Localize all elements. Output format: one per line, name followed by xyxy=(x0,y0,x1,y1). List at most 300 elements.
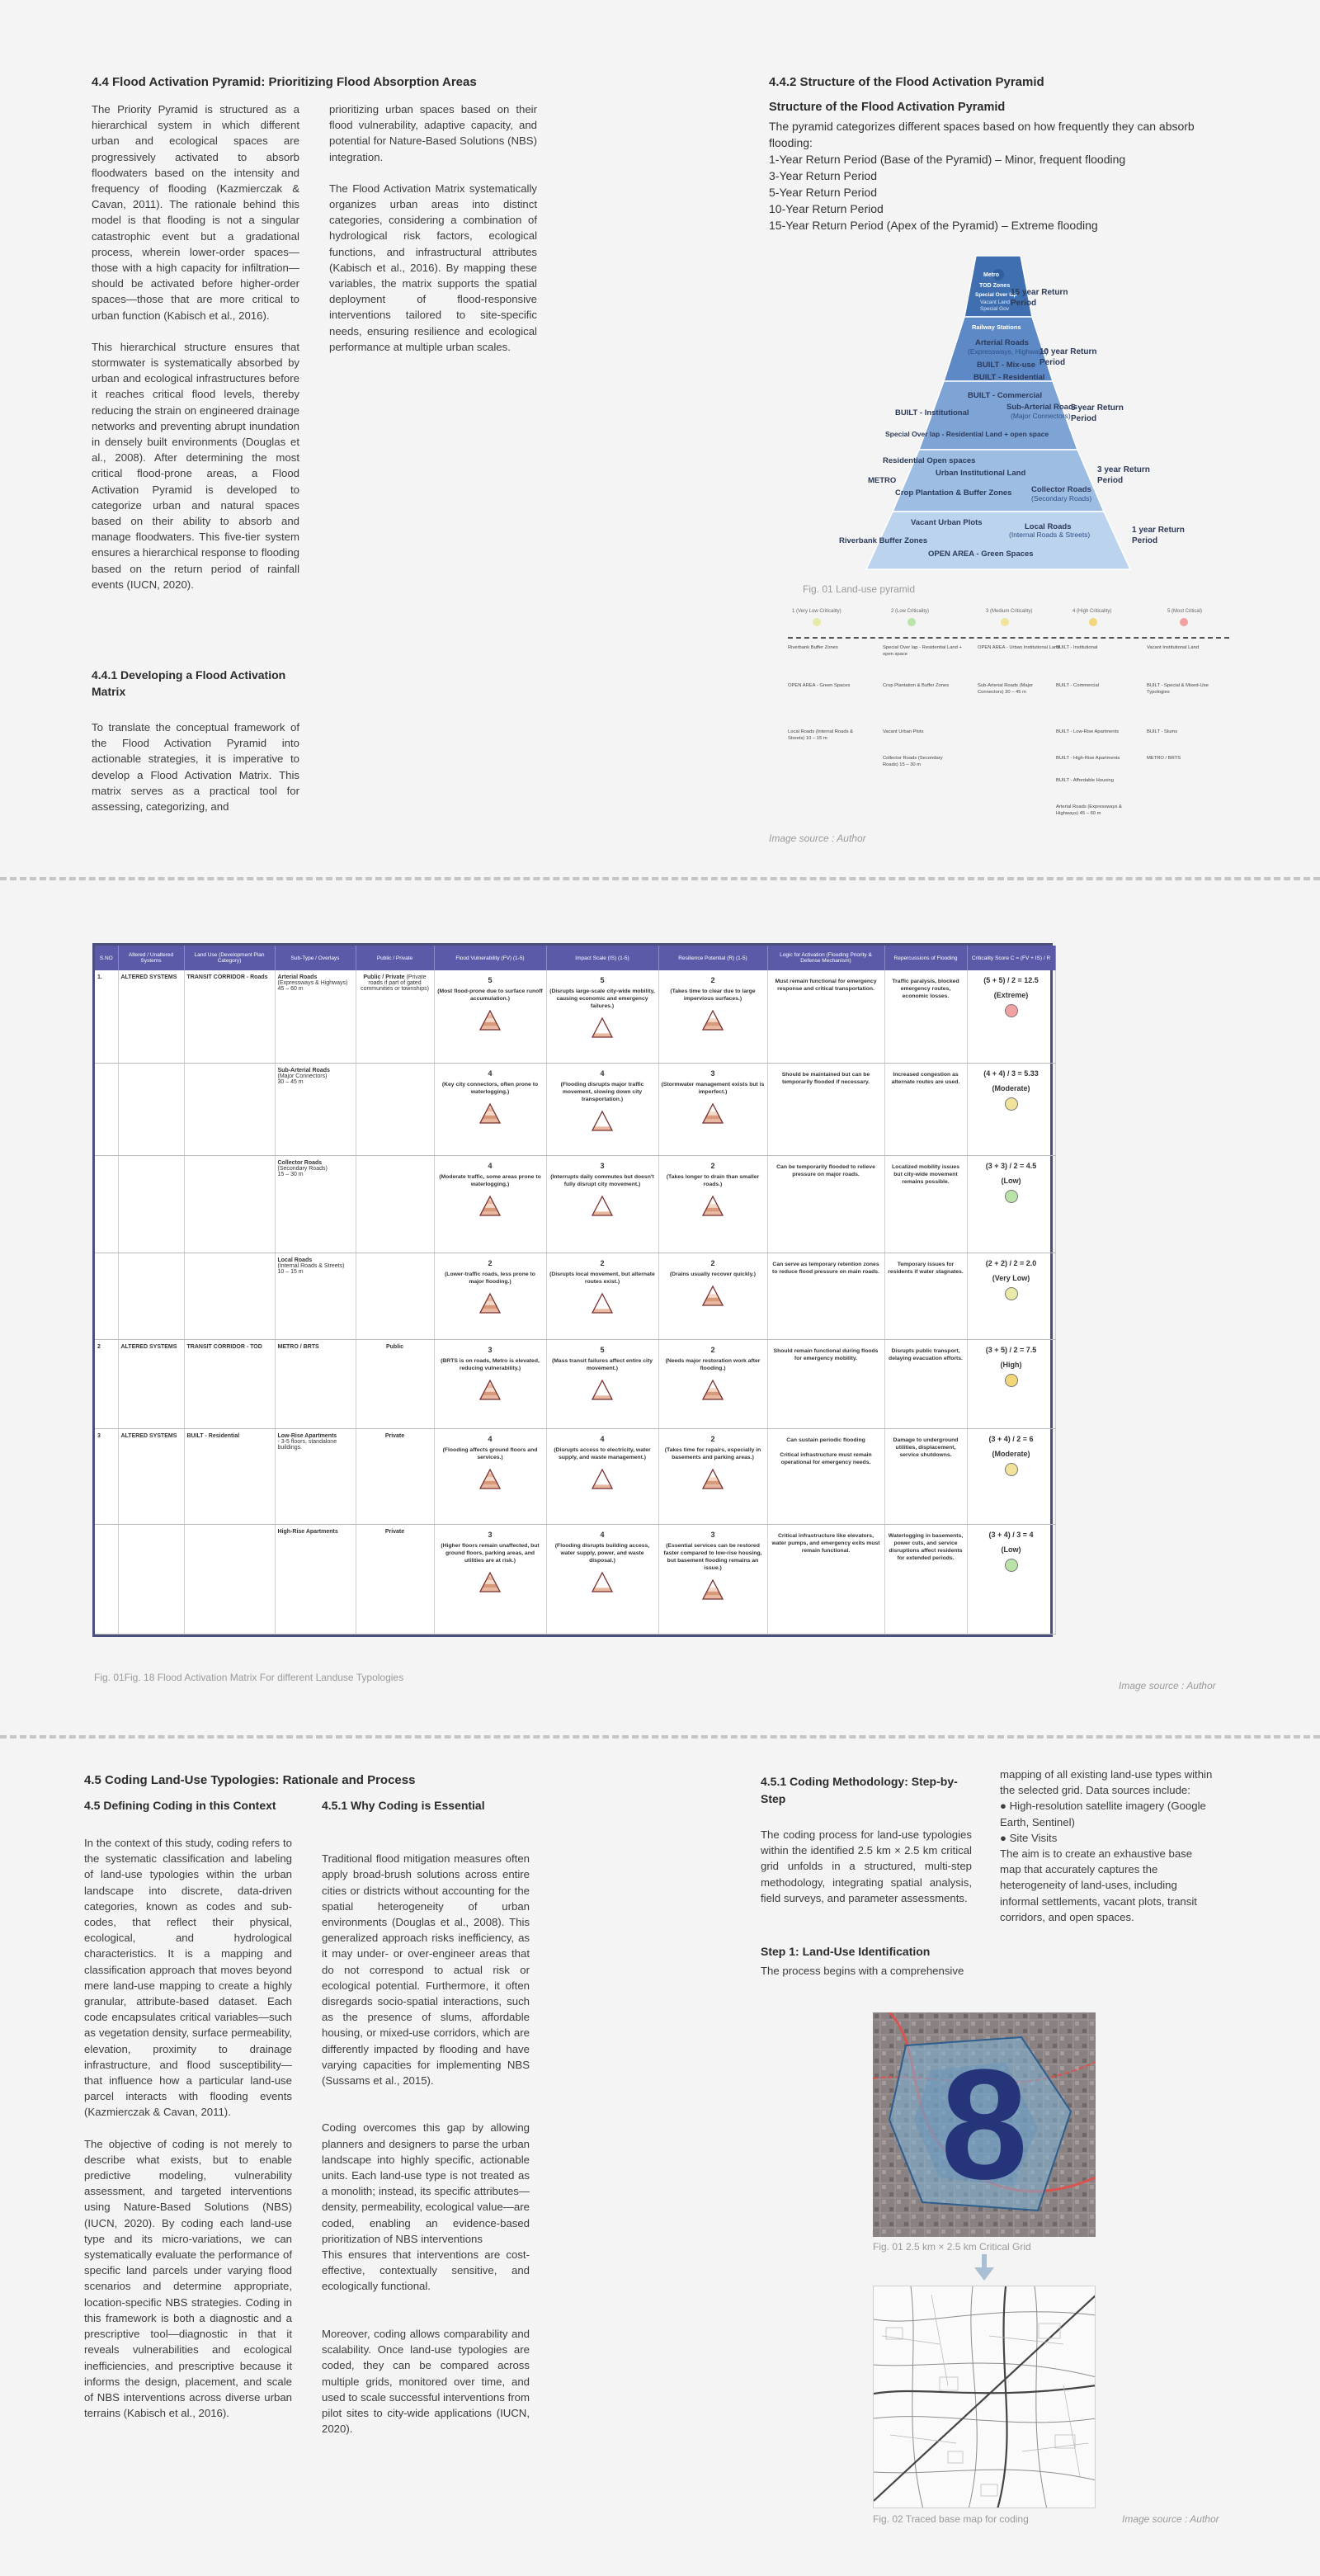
landuse-value: TRANSIT CORRIDOR - Roads xyxy=(186,974,268,980)
subtype-dimension: 30 – 45 m xyxy=(277,1078,304,1085)
r-description: (Essential services can be restored faster compared to low-rise housing, but basement flooding remains an issue.) xyxy=(663,1542,762,1571)
cell-repercussions xyxy=(884,1155,967,1253)
matrix-column-header: Public / Private xyxy=(356,946,434,970)
activation-triangle-icon xyxy=(478,1468,502,1489)
fv-description: (BRTS is on roads, Metro is elevated, reducing vulnerability.) xyxy=(441,1357,540,1371)
pyramid-intro: The pyramid categorizes different spaces based on how frequently they can absorb flooding: xyxy=(769,120,1195,149)
legend-header: 5 (Most Critical) xyxy=(1167,609,1203,614)
matrix-column-header: Sub-Type / Overlays xyxy=(275,946,356,970)
subtype-dimension: 15 – 30 m xyxy=(277,1171,304,1177)
is-description: (Interrupts daily commutes but doesn't fully disrupt city movement.) xyxy=(550,1173,654,1187)
fv-description: (Flooding affects ground floors and services.) xyxy=(442,1446,538,1460)
legend-header: 4 (High Criticality) xyxy=(1072,609,1112,614)
cell-r xyxy=(658,1253,767,1339)
subheading-4-5-1: 4.5.1 Why Coding is Essential xyxy=(322,1799,485,1812)
cell-repercussions xyxy=(884,970,967,1063)
pyramid-label: Arterial Roads xyxy=(975,338,1029,347)
return-period-item: 15-Year Return Period (Apex of the Pyramid) – Extreme flooding xyxy=(769,219,1098,232)
paragraph: To translate the conceptual framework of the Flood Activation Pyramid into actionable strategies, it is imperative to develop a Flood Activation Matrix. This matrix serves as a practical tool for assessing, categorizing, and xyxy=(92,721,299,814)
table-row xyxy=(95,1524,1055,1634)
r-description: (Takes longer to drain than smaller roads.) xyxy=(666,1173,760,1187)
cell-logic xyxy=(767,1253,884,1339)
figure-caption: Fig. 01 2.5 km × 2.5 km Critical Grid xyxy=(873,2241,1031,2253)
r-description: (Takes time to clear due to large impervious surfaces.) xyxy=(670,988,756,1002)
legend-item: BUILT - Slums xyxy=(1147,729,1178,734)
cell-system xyxy=(118,1428,184,1524)
matrix-column-header: Impact Scale (IS) (1-5) xyxy=(546,946,658,970)
section-heading-4-4-2: 4.4.2 Structure of the Flood Activation Pyramid xyxy=(769,75,1044,89)
activation-triangle-icon xyxy=(701,1195,724,1216)
activation-triangle-icon xyxy=(591,1571,614,1592)
cell-is xyxy=(546,1155,658,1253)
legend-dot xyxy=(1001,618,1009,626)
cell-is xyxy=(546,1253,658,1339)
legend-dot xyxy=(1180,618,1188,626)
activation-triangle-icon xyxy=(701,1379,724,1400)
pyramid-label: Sub-Arterial Roads xyxy=(1006,403,1078,412)
cell-criticality xyxy=(967,970,1055,1063)
section-divider xyxy=(0,1735,1320,1739)
image-source: Image source : Author xyxy=(1122,2513,1219,2525)
logic-text: Can sustain periodic flooding Critical infrastructure must remain operational for emergency needs. xyxy=(780,1437,872,1465)
legend-item: Special Over lap - Residential Land + open space xyxy=(883,645,962,657)
landuse-value: BUILT - Residential xyxy=(186,1432,240,1439)
repercussions-text: Localized mobility issues but city-wide movement remains possible. xyxy=(892,1163,959,1185)
cell-repercussions xyxy=(884,1253,967,1339)
fv-description: (Most flood-prone due to surface runoff accumulation.) xyxy=(437,988,543,1002)
return-period-label: 1 year Return Period xyxy=(1132,526,1185,545)
cell-fv xyxy=(434,1428,546,1524)
activation-triangle-icon xyxy=(701,1285,724,1306)
cell-criticality xyxy=(967,1155,1055,1253)
activation-triangle-icon xyxy=(478,1292,502,1314)
cell-fv xyxy=(434,1063,546,1155)
fv-score: 3 xyxy=(488,1345,493,1354)
criticality-indicator-icon xyxy=(1005,1463,1018,1476)
cell-logic xyxy=(767,1155,884,1253)
cell-public-private xyxy=(356,1339,434,1428)
cell-repercussions xyxy=(884,1339,967,1428)
subheading-4-4-1: 4.4.1 Developing a Flood Activation Matrix xyxy=(92,668,286,698)
cell-is xyxy=(546,1339,658,1428)
cell-landuse xyxy=(184,970,275,1063)
repercussions-text: Traffic paralysis, blocked emergency routes, economic losses. xyxy=(892,979,959,999)
cell-repercussions xyxy=(884,1428,967,1524)
matrix-column-header: Logic for Activation (Flooding Priority & Defense Mechanism) xyxy=(767,946,884,970)
cell-r xyxy=(658,1155,767,1253)
subtype-note: (Secondary Roads) xyxy=(277,1165,328,1172)
paragraph: This hierarchical structure ensures that stormwater is systematically absorbed by urban and ecological infrastructures before it reaches critical flood levels, thereby reducing the strain on engineered drainage networks and preventing abrupt inundation in densely built environments (Douglas et al., 2008). After determining the most critical flood-prone areas, a Flood Activation Pyramid is developed to categorize urban and natural spaces based on their ability to absorb and manage floodwaters. This five-tier system ensures a hierarchical response to flooding based on the return period of rainfall events (IUCN, 2020). xyxy=(92,340,299,591)
cell-criticality xyxy=(967,1524,1055,1634)
cell-system xyxy=(118,970,184,1063)
matrix-column-header: Land Use (Development Plan Category) xyxy=(184,946,275,970)
is-score: 5 xyxy=(600,976,605,984)
paragraph: The process begins with a comprehensive xyxy=(761,1965,964,1977)
subtype-note: (Internal Roads & Streets) xyxy=(277,1262,345,1269)
pyramid-label: TOD Zones xyxy=(979,283,1011,289)
cell-is xyxy=(546,1524,658,1634)
cell-is xyxy=(546,970,658,1063)
subtype-dimension: 45 – 60 m xyxy=(277,986,304,992)
legend-item: Arterial Roads (Expressways & Highways) 45 – 60 m xyxy=(1056,804,1122,816)
section3-col4 xyxy=(1000,1767,1213,1925)
cell-sno xyxy=(95,1155,118,1253)
sno-value: 2 xyxy=(97,1343,101,1350)
subtype-value: Arterial Roads xyxy=(277,974,318,980)
r-description: (Drains usually recover quickly.) xyxy=(669,1271,757,1277)
traced-map-svg xyxy=(874,2286,1096,2508)
pyramid-label: Special Over lap xyxy=(975,292,1017,298)
criticality-score: (2 + 2) / 2 = 2.0 xyxy=(985,1258,1037,1267)
paragraph: The coding process for land-use typologies within the identified 2.5 km × 2.5 km critical grid unfolds in a structured, multi-step methodology, integrating spatial analysis, field surveys, and parameter assessments. xyxy=(761,1828,972,1904)
activation-triangle-icon xyxy=(478,1102,502,1124)
matrix-column-header: S.NO xyxy=(95,946,118,970)
cell-r xyxy=(658,1063,767,1155)
cell-r xyxy=(658,1428,767,1524)
criticality-score: (3 + 3) / 2 = 4.5 xyxy=(985,1161,1037,1170)
criticality-level: (Extreme) xyxy=(993,991,1029,999)
pyramid-label: Collector Roads xyxy=(1031,485,1091,494)
activation-triangle-icon xyxy=(591,1468,614,1489)
criticality-indicator-icon xyxy=(1005,1190,1018,1203)
matrix-body xyxy=(95,970,1055,1634)
legend-item: Crop Plantation & Buffer Zones xyxy=(883,683,950,688)
paragraph: Coding overcomes this gap by allowing planners and designers to parse the urban landscape into highly specific, actionable units. Each land-use type is not treated as a monolith; instead, its specific attributes—density, permeability, ecological value—are coded, enabling an evidence-based prioritization of NBS interventions This ensures that interventions are cost-effective, contextually sensitive, and ecologically functional. xyxy=(322,2121,530,2293)
r-score: 2 xyxy=(710,1258,715,1267)
logic-text: Critical infrastructure like elevators, water pumps, and emergency exits must remain functional. xyxy=(771,1532,880,1554)
repercussions-text: Damage to underground utilities, displacement, service shutdowns. xyxy=(893,1437,959,1458)
paragraph: The aim is to create an exhaustive base map that accurately captures the heterogeneity of land-uses, including informal settlements, vacant plots, transit corridors, and open spaces. xyxy=(1000,1847,1197,1923)
cell-criticality xyxy=(967,1428,1055,1524)
is-score: 4 xyxy=(600,1434,605,1443)
is-description: (Disrupts access to electricity, water supply, and waste management.) xyxy=(554,1446,651,1460)
is-description: (Flooding disrupts major traffic movement, slowing down city transportation.) xyxy=(560,1081,644,1102)
cell-system xyxy=(118,1063,184,1155)
pyramid-label: Local Roads xyxy=(1025,522,1072,531)
subtype-value: Low-Rise Apartments xyxy=(277,1432,337,1439)
is-description: (Disrupts local movement, but alternate routes exist.) xyxy=(549,1271,655,1285)
repercussions-text: Waterlogging in basements, power cuts, and service disruptions affect residents for extended periods. xyxy=(888,1532,964,1561)
cell-system xyxy=(118,1155,184,1253)
fv-score: 4 xyxy=(488,1069,493,1078)
cell-sno xyxy=(95,1253,118,1339)
is-description: (Disrupts large-scale city-wide mobility, causing economic and emergency failures.) xyxy=(549,988,655,1009)
return-period-label: 15 year Return Period xyxy=(1011,288,1068,308)
legend-item: BUILT - Institutional xyxy=(1056,645,1098,650)
legend-item: Vacant Urban Plots xyxy=(883,729,924,734)
return-period-item: 5-Year Return Period xyxy=(769,186,878,199)
public-private-value: Private xyxy=(384,1432,405,1439)
matrix-header-row xyxy=(95,946,1055,970)
pyramid-label: Vacant Urban Plots xyxy=(911,518,983,527)
cell-is xyxy=(546,1063,658,1155)
activation-triangle-icon xyxy=(701,1578,724,1600)
table-row xyxy=(95,1253,1055,1339)
cell-repercussions xyxy=(884,1524,967,1634)
legend-item: BUILT - Low-Rise Apartments xyxy=(1056,729,1120,734)
cell-landuse xyxy=(184,1253,275,1339)
subtype-value: METRO / BRTS xyxy=(277,1343,319,1350)
criticality-indicator-icon xyxy=(1005,1004,1018,1017)
r-score: 2 xyxy=(710,1161,715,1170)
cell-repercussions xyxy=(884,1063,967,1155)
cell-public-private xyxy=(356,1253,434,1339)
public-private-value: Public / Private xyxy=(363,974,405,980)
pyramid-label: Metro xyxy=(983,272,1000,278)
legend-header: 3 (Medium Criticality) xyxy=(986,609,1033,614)
pyramid-label: BUILT - Residential xyxy=(974,373,1045,382)
activation-triangle-icon xyxy=(591,1379,614,1400)
section-heading-4-4: 4.4 Flood Activation Pyramid: Prioritizing Flood Absorption Areas xyxy=(92,75,477,89)
cell-logic xyxy=(767,1063,884,1155)
paragraph: The objective of coding is not merely to describe what exists, but to enable predictive modeling, vulnerability assessment, and targeted interventions using Nature-Based Solutions (NBS) (IUCN, 2020). By coding each land-use type and its micro-variations, we can systematically evaluate the performance of specific land parcels under varying flood scenarios and determine appropriate, location-specific NBS strategies. Coding in this framework is both a diagnostic and a prescriptive tool—diagnostic in that it reveals vulnerabilities and ecological inefficiencies, and prescriptive because it informs the design, placement, and scale of NBS interventions across diverse urban terrains (Kabisch et al., 2016). xyxy=(84,2137,292,2420)
is-description: (Mass transit failures affect entire city movement.) xyxy=(551,1357,653,1371)
fv-description: (Key city connectors, often prone to waterlogging.) xyxy=(441,1081,539,1095)
activation-triangle-icon xyxy=(701,1102,724,1124)
image-source: Image source : Author xyxy=(1119,1680,1216,1691)
is-score: 4 xyxy=(600,1530,605,1539)
cell-landuse xyxy=(184,1428,275,1524)
criticality-level: (High) xyxy=(1000,1360,1022,1369)
legend-item: OPEN AREA - Green Spaces xyxy=(788,683,851,688)
legend-item: METRO / BRTS xyxy=(1147,756,1181,761)
criticality-score: (5 + 5) / 2 = 12.5 xyxy=(983,976,1039,984)
cell-sno xyxy=(95,1524,118,1634)
fv-score: 3 xyxy=(488,1530,493,1539)
cell-criticality xyxy=(967,1339,1055,1428)
subtype-value: High-Rise Apartments xyxy=(277,1528,338,1535)
return-period-item: 1-Year Return Period (Base of the Pyramid) – Minor, frequent flooding xyxy=(769,153,1126,166)
fv-score: 5 xyxy=(488,976,493,984)
cell-criticality xyxy=(967,1253,1055,1339)
criticality-indicator-icon xyxy=(1005,1097,1018,1111)
repercussions-text: Increased congestion as alternate routes are used. xyxy=(891,1071,960,1085)
legend-item: BUILT - Affordable Housing xyxy=(1056,778,1114,783)
cell-public-private xyxy=(356,970,434,1063)
public-private-note: (Private roads if part of gated communities or townships) xyxy=(361,974,429,992)
pyramid-label: (Secondary Roads) xyxy=(1031,494,1092,502)
system-value: ALTERED SYSTEMS xyxy=(120,1432,177,1439)
activation-triangle-icon xyxy=(478,1195,502,1216)
sno-value: 3 xyxy=(97,1432,101,1439)
table-row xyxy=(95,1339,1055,1428)
paragraph: Traditional flood mitigation measures often apply broad-brush solutions across entire cities or districts without accounting for the spatial heterogeneity of urban environments (Douglas et al., 2008). This generalized approach risks inefficiency, as it may under- or over-engineer areas that do not correspond to actual risk or ecological potential. Furthermore, it often disregards socio-spatial interactions, such as the presence of slums, affordable housing, or mixed-use corridors, which are differently impacted by flooding and have varying capacities for implementing NBS (Sussams et al., 2015). xyxy=(322,1852,530,2088)
cell-sno xyxy=(95,1339,118,1428)
criticality-indicator-icon xyxy=(1005,1374,1018,1387)
pyramid-label: Urban Institutional Land xyxy=(936,469,1026,478)
arrow-down-icon xyxy=(974,2254,994,2282)
cell-subtype xyxy=(275,1339,356,1428)
cell-sno xyxy=(95,970,118,1063)
activation-triangle-icon xyxy=(591,1195,614,1216)
r-score: 2 xyxy=(710,1345,715,1354)
pyramid-label: OPEN AREA - Green Spaces xyxy=(928,550,1034,559)
cell-subtype xyxy=(275,1253,356,1339)
criticality-indicator-icon xyxy=(1005,1559,1018,1572)
criticality-level: (Very Low) xyxy=(992,1273,1030,1282)
figure-caption: Fig. 02 Traced base map for coding xyxy=(873,2513,1029,2525)
repercussions-text: Disrupts public transport, delaying evacuation efforts. xyxy=(889,1347,963,1361)
cell-r xyxy=(658,1339,767,1428)
pyramid-label: (Major Connectors) xyxy=(1011,412,1071,420)
cell-public-private xyxy=(356,1155,434,1253)
cell-public-private xyxy=(356,1428,434,1524)
paragraph: Moreover, coding allows comparability and scalability. Once land-use typologies are coded, they can be compared across multiple grids, monitored over time, and used to scale successful interventions from pilot sites to city-wide applications (IUCN, 2020). xyxy=(322,2327,530,2436)
cell-landuse xyxy=(184,1524,275,1634)
r-description: (Takes time for repairs, especially in basements and parking areas.) xyxy=(664,1446,761,1460)
cell-r xyxy=(658,1524,767,1634)
section-heading-4-5: 4.5 Coding Land-Use Typologies: Rationale and Process xyxy=(84,1773,416,1787)
legend-item: BUILT - High-Rise Apartments xyxy=(1056,756,1120,761)
cell-system xyxy=(118,1524,184,1634)
paragraph: The Flood Activation Matrix systematically organizes urban areas into distinct categories, considering a combination of hydrological risk factors, ecological functions, and infrastructural attributes (Kabisch et al., 2016). By mapping these variables, the matrix supports the spatial deployment of flood-responsive interventions tailored to site-specific needs, ensuring resilience and ecological performance at multiple urban scales. xyxy=(329,182,537,353)
grid-number: 8 xyxy=(940,2037,1028,2212)
subheading-coding-methodology: 4.5.1 Coding Methodology: Step-by-Step xyxy=(761,1775,958,1805)
criticality-score: (4 + 4) / 3 = 5.33 xyxy=(983,1069,1039,1078)
return-period-label: 10 year Return Period xyxy=(1040,347,1097,367)
activation-triangle-icon xyxy=(701,1468,724,1489)
legend-dot xyxy=(1089,618,1097,626)
pyramid-label: BUILT - Institutional xyxy=(895,408,969,418)
cell-fv xyxy=(434,1253,546,1339)
logic-text: Should remain functional during floods for emergency mobility. xyxy=(773,1347,879,1361)
legend-dot xyxy=(813,618,821,626)
activation-triangle-icon xyxy=(591,1017,614,1038)
criticality-level: (Low) xyxy=(1001,1545,1021,1554)
is-score: 4 xyxy=(600,1069,605,1078)
figure-caption: Fig. 01Fig. 18 Flood Activation Matrix For different Landuse Typologies xyxy=(94,1672,404,1683)
logic-text: Should be maintained but can be temporarily flooded if necessary. xyxy=(781,1071,870,1085)
bullet-item: ● High-resolution satellite imagery (Google Earth, Sentinel) xyxy=(1000,1800,1206,1828)
pyramid-label: Special Gov xyxy=(980,306,1010,312)
cell-criticality xyxy=(967,1063,1055,1155)
return-period-list xyxy=(769,151,1231,234)
legend-item: Vacant Institutional Land xyxy=(1147,645,1200,650)
legend-item: Collector Roads (Secondary Roads) 15 – 30 m xyxy=(883,756,943,767)
activation-triangle-icon xyxy=(478,1379,502,1400)
cell-sno xyxy=(95,1428,118,1524)
section3-col2 xyxy=(322,1835,530,2469)
pyramid-label: Residential Open spaces xyxy=(883,456,976,465)
fv-description: (Higher floors remain unaffected, but ground floors, parking areas, and utilities are at risk.) xyxy=(441,1542,540,1564)
legend-dot xyxy=(908,618,916,626)
criticality-legend xyxy=(788,609,1233,799)
is-score: 3 xyxy=(600,1161,605,1170)
subtype-note: (Expressways & Highways) xyxy=(277,980,348,986)
legend-item: Local Roads (Internal Roads & Streets) 10 – 15 m xyxy=(788,729,853,741)
public-private-value: Private xyxy=(384,1528,405,1535)
fv-score: 4 xyxy=(488,1161,493,1170)
criticality-level: (Moderate) xyxy=(992,1083,1030,1092)
matrix-column-header: Altered / Unaltered Systems xyxy=(118,946,184,970)
is-description: (Flooding disrupts building access, water supply, power, and waste disposal.) xyxy=(554,1542,650,1564)
is-score: 2 xyxy=(600,1258,605,1267)
return-period-item: 3-Year Return Period xyxy=(769,169,878,182)
return-period-label: 3 year Return Period xyxy=(1097,465,1150,485)
fv-score: 4 xyxy=(488,1434,493,1443)
subtype-value: Local Roads xyxy=(277,1257,313,1263)
r-description: (Needs major restoration work after flooding.) xyxy=(665,1357,761,1371)
logic-text: Must remain functional for emergency response and critical transportation. xyxy=(775,979,877,992)
fv-description: (Moderate traffic, some areas prone to waterlogging.) xyxy=(439,1173,541,1187)
table-row xyxy=(95,970,1055,1063)
cell-subtype xyxy=(275,1524,356,1634)
cell-is xyxy=(546,1428,658,1524)
subtype-dimension: 10 – 15 m xyxy=(277,1268,304,1275)
matrix-column-header: Criticality Score C = (FV + IS) / R xyxy=(967,946,1055,970)
pyramid-label: (Expressways, Highways) xyxy=(968,347,1049,356)
system-value: ALTERED SYSTEMS xyxy=(120,1343,177,1350)
matrix-column-header: Repercussions of Flooding xyxy=(884,946,967,970)
image-source: Image source : Author xyxy=(769,833,866,844)
pyramid-label: Crop Plantation & Buffer Zones xyxy=(895,488,1012,498)
legend-item: Sub-Arterial Roads (Major Connectors) 30 – 45 m xyxy=(978,683,1034,695)
legend-item: OPEN AREA - Urban Institutional Land xyxy=(978,645,1060,650)
cell-subtype xyxy=(275,970,356,1063)
system-value: ALTERED SYSTEMS xyxy=(120,974,177,980)
activation-triangle-icon xyxy=(701,1009,724,1031)
activation-triangle-icon xyxy=(591,1110,614,1131)
legend-item: BUILT - Commercial xyxy=(1056,683,1099,688)
subheading-pyramid-structure: Structure of the Flood Activation Pyramid xyxy=(769,101,1006,114)
criticality-level: (Moderate) xyxy=(992,1449,1030,1458)
cell-public-private xyxy=(356,1063,434,1155)
paragraph: In the context of this study, coding refers to the systematic classification and labeling of land-use typologies within the urban landscape into discrete, data-driven categories, known as codes and sub-codes, that reflect their physical, ecological, and hydrological characteristics. It is a mapping and classification approach that moves beyond mere land-use mapping to create a highly granular, attribute-based dataset. Each code encapsulates critical variables—such as vegetation density, surface permeability, elevation, proximity to drainage infrastructure, and flood susceptibility—that influence how a particular land-use parcel interacts with flooding events (Kazmierczak & Cavan, 2011). xyxy=(84,1837,292,2119)
logic-text: Can serve as temporary retention zones to reduce flood pressure on main roads. xyxy=(772,1261,879,1275)
pyramid-label: METRO xyxy=(868,476,897,485)
legend-divider xyxy=(788,637,1229,639)
activation-triangle-icon xyxy=(591,1292,614,1314)
criticality-level: (Low) xyxy=(1001,1176,1021,1185)
subtype-note: (Major Connectors) xyxy=(277,1073,328,1079)
cell-subtype xyxy=(275,1063,356,1155)
return-period-label: 5 year Return Period xyxy=(1071,403,1124,423)
section1-col1 xyxy=(92,101,299,608)
cell-system xyxy=(118,1339,184,1428)
activation-triangle-icon xyxy=(478,1571,502,1592)
criticality-score: (3 + 5) / 2 = 7.5 xyxy=(985,1345,1037,1354)
cell-fv xyxy=(434,1155,546,1253)
cell-sno xyxy=(95,1063,118,1155)
critical-grid-map xyxy=(873,2012,1096,2237)
legend-header: 2 (Low Criticality) xyxy=(891,609,930,614)
cell-subtype xyxy=(275,1155,356,1253)
pyramid-label: BUILT - Mix-use xyxy=(977,361,1036,370)
pyramid-label: Railway Stations xyxy=(972,323,1021,331)
cell-fv xyxy=(434,1339,546,1428)
legend-header: 1 (Very Low Criticality) xyxy=(792,609,842,614)
table-row xyxy=(95,1155,1055,1253)
cell-fv xyxy=(434,970,546,1063)
subheading-4-5: 4.5 Defining Coding in this Context xyxy=(84,1799,276,1812)
criticality-score: (3 + 4) / 3 = 4 xyxy=(988,1530,1034,1539)
criticality-score: (3 + 4) / 2 = 6 xyxy=(988,1434,1034,1443)
section1-col2 xyxy=(329,101,537,370)
cell-subtype xyxy=(275,1428,356,1524)
cell-logic xyxy=(767,1428,884,1524)
cell-landuse xyxy=(184,1339,275,1428)
step1-heading: Step 1: Land-Use Identification xyxy=(761,1945,931,1958)
cell-fv xyxy=(434,1524,546,1634)
legend-item: BUILT - Special & Mixed-Use Typologies xyxy=(1147,683,1209,695)
table-row xyxy=(95,1428,1055,1524)
r-score: 3 xyxy=(710,1069,715,1078)
return-period-item: 10-Year Return Period xyxy=(769,202,884,215)
public-private-value: Public xyxy=(385,1343,403,1350)
landuse-value: TRANSIT CORRIDOR - TOD xyxy=(186,1343,262,1350)
r-score: 3 xyxy=(710,1530,715,1539)
section-divider xyxy=(0,877,1320,880)
